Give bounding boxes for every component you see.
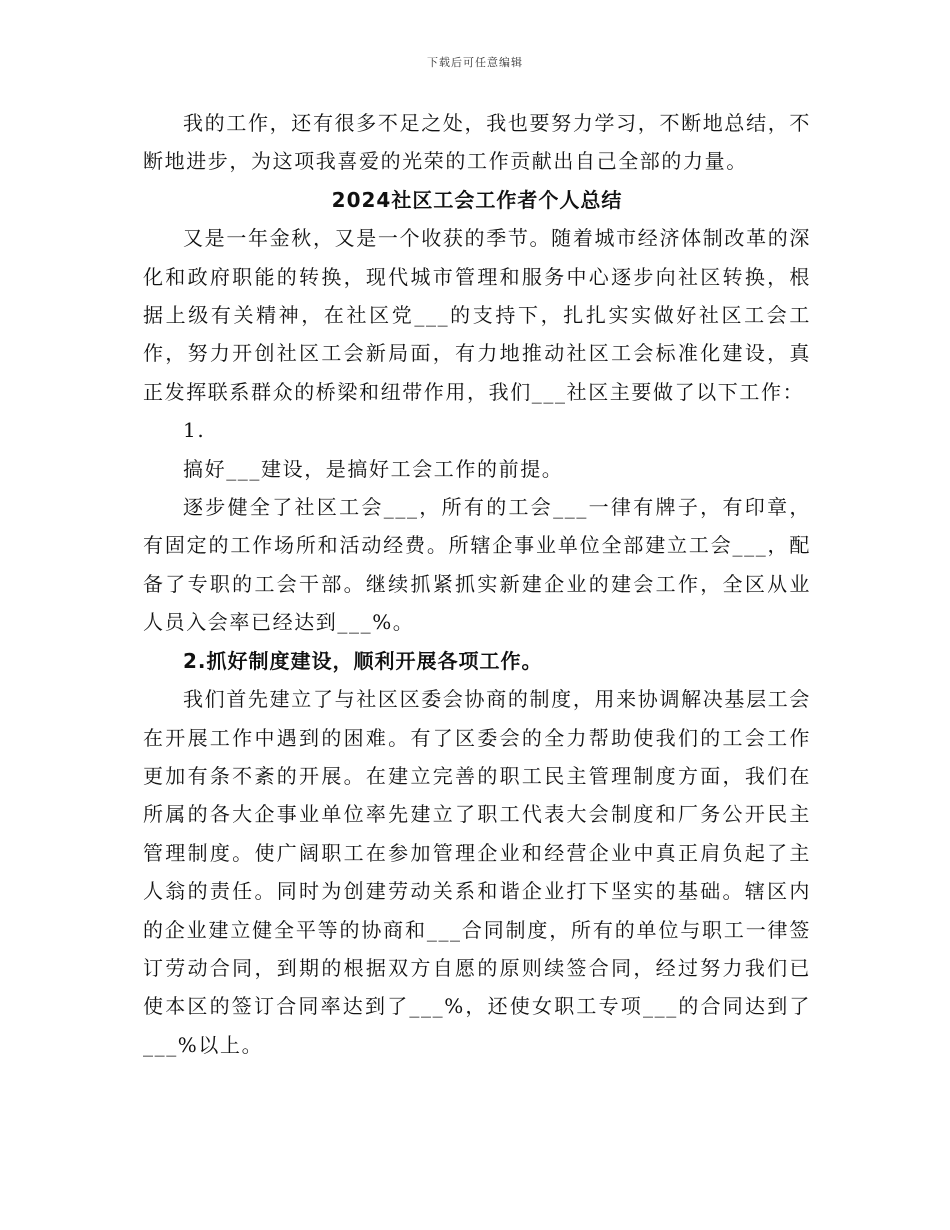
page-header: 下载后可任意编辑: [427, 56, 523, 69]
intro-paragraph: 我的工作，还有很多不足之处，我也要努力学习，不断地总结，不断地进步，为这项我喜爱的光荣的工作贡献出自己全部的力量。: [143, 111, 811, 174]
paragraph-1: 又是一年金秋，又是一个收获的季节。随着城市经济体制改革的深化和政府职能的转换，现代城市管理和服务中心逐步向社区转换，根据上级有关精神，在社区党___的支持下，扎扎实实做好社区工会工作，努力开创社区工会新局面，有力地推动社区工会标准化建设，真正发挥联系群众的桥梁和纽带作用，我们___社区主要做了以下工作：: [143, 226, 811, 404]
section-heading-2: 2.抓好制度建设，顺利开展各项工作。: [183, 648, 543, 673]
paragraph-3: 逐步健全了社区工会___，所有的工会___一律有牌子，有印章，有固定的工作场所和活动经费。所辖企事业单位全部建立工会___，配备了专职的工会干部。继续抓紧抓实新建企业的建会工作，全区从业人员入会率已经达到___%。: [143, 495, 811, 635]
paragraph-2: 搞好___建设，是搞好工会工作的前提。: [183, 456, 564, 481]
section-heading-1: 1.: [183, 418, 206, 443]
paragraph-4: 我们首先建立了与社区区委会协商的制度，用来协调解决基层工会在开展工作中遇到的困难。有了区委会的全力帮助使我们的工会工作更加有条不紊的开展。在建立完善的职工民主管理制度方面，我们在所属的各大企事业单位率先建立了职工代表大会制度和厂务公开民主管理制度。使广阔职工在参加管理企业和经营企业中真正肩负起了主人翁的责任。同时为创建劳动关系和谐企业打下坚实的基础。辖区内的企业建立健全平等的协商和___合同制度，所有的单位与职工一律签订劳动合同，到期的根据双方自愿的原则续签合同，经过努力我们已使本区的签订合同率达到了___%，还使女职工专项___的合同达到了___%以上。: [143, 687, 811, 1057]
document-title: 2024社区工会工作者个人总结: [331, 187, 623, 212]
document-body: [143, 104, 811, 1064]
